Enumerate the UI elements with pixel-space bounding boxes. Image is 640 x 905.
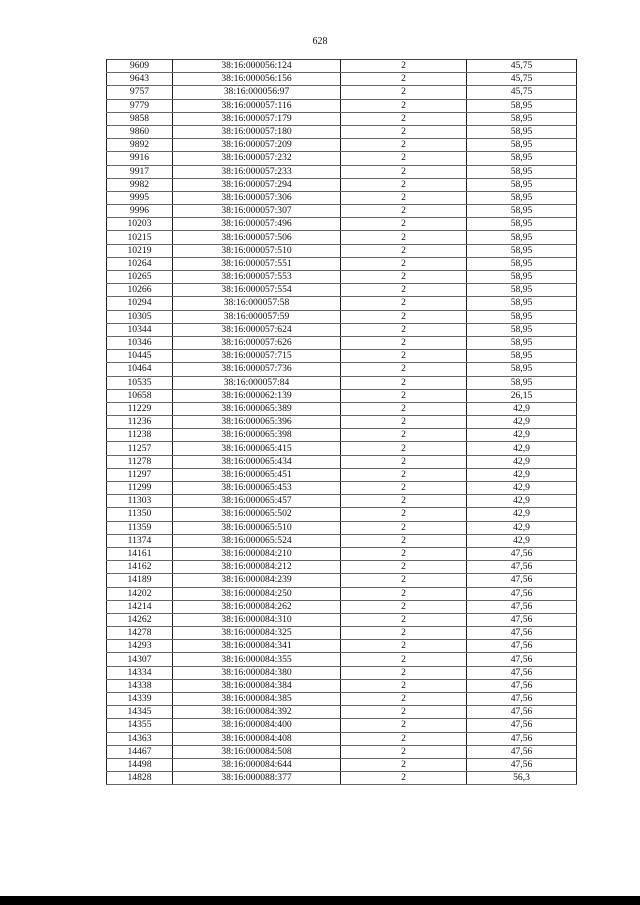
count-cell: 2 xyxy=(341,772,467,785)
area-cell: 58,95 xyxy=(467,191,577,204)
cadastral-number-cell: 38:16:000065:524 xyxy=(173,534,341,547)
record-number-cell: 9916 xyxy=(107,152,173,165)
table-row xyxy=(107,389,577,402)
record-number-cell: 9917 xyxy=(107,165,173,178)
area-cell: 47,56 xyxy=(467,561,577,574)
cadastral-number-cell: 38:16:000084:262 xyxy=(173,600,341,613)
record-number-cell: 11257 xyxy=(107,442,173,455)
cadastral-number-cell: 38:16:000057:553 xyxy=(173,271,341,284)
table-row xyxy=(107,402,577,415)
table-row xyxy=(107,693,577,706)
record-number-cell: 11236 xyxy=(107,416,173,429)
table-row xyxy=(107,653,577,666)
count-cell: 2 xyxy=(341,521,467,534)
table-body xyxy=(107,60,577,785)
area-cell: 42,9 xyxy=(467,534,577,547)
cadastral-number-cell: 38:16:000084:355 xyxy=(173,653,341,666)
record-number-cell: 11238 xyxy=(107,429,173,442)
cadastral-number-cell: 38:16:000065:398 xyxy=(173,429,341,442)
count-cell: 2 xyxy=(341,429,467,442)
area-cell: 47,56 xyxy=(467,613,577,626)
area-cell: 47,56 xyxy=(467,758,577,771)
table-row xyxy=(107,205,577,218)
record-number-cell: 9609 xyxy=(107,60,173,73)
table-row xyxy=(107,613,577,626)
area-cell: 45,75 xyxy=(467,73,577,86)
count-cell: 2 xyxy=(341,231,467,244)
record-number-cell: 9779 xyxy=(107,99,173,112)
count-cell: 2 xyxy=(341,99,467,112)
record-number-cell: 11297 xyxy=(107,468,173,481)
cadastral-number-cell: 38:16:000084:384 xyxy=(173,679,341,692)
table-row xyxy=(107,574,577,587)
count-cell: 2 xyxy=(341,336,467,349)
table-row xyxy=(107,772,577,785)
area-cell: 58,95 xyxy=(467,125,577,138)
table-row xyxy=(107,99,577,112)
area-cell: 47,56 xyxy=(467,719,577,732)
count-cell: 2 xyxy=(341,442,467,455)
record-number-cell: 10203 xyxy=(107,218,173,231)
count-cell: 2 xyxy=(341,706,467,719)
record-number-cell: 14339 xyxy=(107,693,173,706)
count-cell: 2 xyxy=(341,693,467,706)
count-cell: 2 xyxy=(341,587,467,600)
cadastral-number-cell: 38:16:000057:307 xyxy=(173,205,341,218)
cadastral-number-cell: 38:16:000065:434 xyxy=(173,455,341,468)
count-cell: 2 xyxy=(341,86,467,99)
area-cell: 47,56 xyxy=(467,706,577,719)
cadastral-number-cell: 38:16:000084:392 xyxy=(173,706,341,719)
count-cell: 2 xyxy=(341,613,467,626)
record-number-cell: 14355 xyxy=(107,719,173,732)
cadastral-number-cell: 38:16:000084:508 xyxy=(173,745,341,758)
cadastral-number-cell: 38:16:000084:380 xyxy=(173,666,341,679)
area-cell: 58,95 xyxy=(467,244,577,257)
count-cell: 2 xyxy=(341,468,467,481)
cadastral-number-cell: 38:16:000057:624 xyxy=(173,323,341,336)
area-cell: 47,56 xyxy=(467,627,577,640)
area-cell: 42,9 xyxy=(467,416,577,429)
record-number-cell: 10344 xyxy=(107,323,173,336)
cadastral-number-cell: 38:16:000084:310 xyxy=(173,613,341,626)
count-cell: 2 xyxy=(341,297,467,310)
record-number-cell: 14467 xyxy=(107,745,173,758)
table-row xyxy=(107,350,577,363)
record-number-cell: 11374 xyxy=(107,534,173,547)
area-cell: 42,9 xyxy=(467,429,577,442)
count-cell: 2 xyxy=(341,495,467,508)
record-number-cell: 9892 xyxy=(107,139,173,152)
count-cell: 2 xyxy=(341,323,467,336)
count-cell: 2 xyxy=(341,139,467,152)
area-cell: 47,56 xyxy=(467,547,577,560)
table-row xyxy=(107,745,577,758)
cadastral-number-cell: 38:16:000062:139 xyxy=(173,389,341,402)
cadastral-number-cell: 38:16:000056:124 xyxy=(173,60,341,73)
cadastral-number-cell: 38:16:000056:97 xyxy=(173,86,341,99)
record-number-cell: 10535 xyxy=(107,376,173,389)
cadastral-number-cell: 38:16:000056:156 xyxy=(173,73,341,86)
area-cell: 58,95 xyxy=(467,336,577,349)
cadastral-number-cell: 38:16:000057:84 xyxy=(173,376,341,389)
table-row xyxy=(107,732,577,745)
area-cell: 42,9 xyxy=(467,402,577,415)
record-number-cell: 14278 xyxy=(107,627,173,640)
count-cell: 2 xyxy=(341,745,467,758)
table-row xyxy=(107,112,577,125)
count-cell: 2 xyxy=(341,60,467,73)
record-number-cell: 14345 xyxy=(107,706,173,719)
area-cell: 58,95 xyxy=(467,112,577,125)
record-number-cell: 10219 xyxy=(107,244,173,257)
cadastral-number-cell: 38:16:000084:239 xyxy=(173,574,341,587)
area-cell: 58,95 xyxy=(467,165,577,178)
area-cell: 47,56 xyxy=(467,600,577,613)
count-cell: 2 xyxy=(341,284,467,297)
area-cell: 47,56 xyxy=(467,693,577,706)
count-cell: 2 xyxy=(341,178,467,191)
cadastral-number-cell: 38:16:000057:736 xyxy=(173,363,341,376)
cadastral-number-cell: 38:16:000065:510 xyxy=(173,521,341,534)
area-cell: 58,95 xyxy=(467,350,577,363)
page-number: 628 xyxy=(312,36,328,47)
table-row xyxy=(107,323,577,336)
count-cell: 2 xyxy=(341,218,467,231)
count-cell: 2 xyxy=(341,719,467,732)
count-cell: 2 xyxy=(341,547,467,560)
area-cell: 56,3 xyxy=(467,772,577,785)
area-cell: 58,95 xyxy=(467,205,577,218)
table-row xyxy=(107,218,577,231)
record-number-cell: 10265 xyxy=(107,271,173,284)
table-row xyxy=(107,534,577,547)
area-cell: 45,75 xyxy=(467,86,577,99)
table-row xyxy=(107,284,577,297)
area-cell: 26,15 xyxy=(467,389,577,402)
area-cell: 58,95 xyxy=(467,376,577,389)
record-number-cell: 10445 xyxy=(107,350,173,363)
table-row xyxy=(107,547,577,560)
cadastral-number-cell: 38:16:000084:212 xyxy=(173,561,341,574)
table-row xyxy=(107,376,577,389)
record-number-cell: 9995 xyxy=(107,191,173,204)
record-number-cell: 10294 xyxy=(107,297,173,310)
cadastral-number-cell: 38:16:000057:715 xyxy=(173,350,341,363)
record-number-cell: 11303 xyxy=(107,495,173,508)
count-cell: 2 xyxy=(341,600,467,613)
area-cell: 47,56 xyxy=(467,666,577,679)
cadastral-number-cell: 38:16:000057:58 xyxy=(173,297,341,310)
count-cell: 2 xyxy=(341,350,467,363)
cadastral-number-cell: 38:16:000057:626 xyxy=(173,336,341,349)
table-row xyxy=(107,310,577,323)
table-row xyxy=(107,521,577,534)
count-cell: 2 xyxy=(341,574,467,587)
cadastral-number-cell: 38:16:000084:408 xyxy=(173,732,341,745)
cadastral-number-cell: 38:16:000057:496 xyxy=(173,218,341,231)
cadastral-number-cell: 38:16:000065:457 xyxy=(173,495,341,508)
record-number-cell: 14162 xyxy=(107,561,173,574)
count-cell: 2 xyxy=(341,561,467,574)
record-number-cell: 10346 xyxy=(107,336,173,349)
record-number-cell: 14334 xyxy=(107,666,173,679)
table-row xyxy=(107,86,577,99)
count-cell: 2 xyxy=(341,389,467,402)
area-cell: 58,95 xyxy=(467,284,577,297)
record-number-cell: 14202 xyxy=(107,587,173,600)
area-cell: 58,95 xyxy=(467,231,577,244)
record-number-cell: 11278 xyxy=(107,455,173,468)
table-row xyxy=(107,561,577,574)
table-row xyxy=(107,455,577,468)
cadastral-number-cell: 38:16:000057:551 xyxy=(173,257,341,270)
record-number-cell: 14498 xyxy=(107,758,173,771)
record-number-cell: 10266 xyxy=(107,284,173,297)
area-cell: 42,9 xyxy=(467,508,577,521)
count-cell: 2 xyxy=(341,732,467,745)
table-row xyxy=(107,257,577,270)
count-cell: 2 xyxy=(341,191,467,204)
table-row xyxy=(107,244,577,257)
table-row xyxy=(107,271,577,284)
cadastral-number-cell: 38:16:000057:180 xyxy=(173,125,341,138)
record-number-cell: 11350 xyxy=(107,508,173,521)
table-row xyxy=(107,442,577,455)
area-cell: 58,95 xyxy=(467,271,577,284)
record-number-cell: 11229 xyxy=(107,402,173,415)
cadastral-number-cell: 38:16:000088:377 xyxy=(173,772,341,785)
count-cell: 2 xyxy=(341,363,467,376)
record-number-cell: 14214 xyxy=(107,600,173,613)
record-number-cell: 9982 xyxy=(107,178,173,191)
record-number-cell: 10215 xyxy=(107,231,173,244)
table-row xyxy=(107,165,577,178)
record-number-cell: 14338 xyxy=(107,679,173,692)
cadastral-number-cell: 38:16:000057:233 xyxy=(173,165,341,178)
scan-bottom-edge xyxy=(0,896,640,905)
cadastral-number-cell: 38:16:000084:400 xyxy=(173,719,341,732)
table-row xyxy=(107,468,577,481)
count-cell: 2 xyxy=(341,640,467,653)
area-cell: 47,56 xyxy=(467,732,577,745)
table-row xyxy=(107,719,577,732)
record-number-cell: 10305 xyxy=(107,310,173,323)
cadastral-number-cell: 38:16:000065:453 xyxy=(173,482,341,495)
count-cell: 2 xyxy=(341,205,467,218)
record-number-cell: 10264 xyxy=(107,257,173,270)
record-number-cell: 14363 xyxy=(107,732,173,745)
table-row xyxy=(107,495,577,508)
cadastral-number-cell: 38:16:000065:502 xyxy=(173,508,341,521)
table-row xyxy=(107,429,577,442)
area-cell: 58,95 xyxy=(467,178,577,191)
count-cell: 2 xyxy=(341,152,467,165)
count-cell: 2 xyxy=(341,125,467,138)
table-row xyxy=(107,152,577,165)
table-row xyxy=(107,191,577,204)
cadastral-number-cell: 38:16:000084:325 xyxy=(173,627,341,640)
area-cell: 58,95 xyxy=(467,139,577,152)
table-row xyxy=(107,627,577,640)
count-cell: 2 xyxy=(341,508,467,521)
count-cell: 2 xyxy=(341,402,467,415)
cadastral-number-cell: 38:16:000065:415 xyxy=(173,442,341,455)
count-cell: 2 xyxy=(341,482,467,495)
table-row xyxy=(107,666,577,679)
cadastral-number-cell: 38:16:000057:59 xyxy=(173,310,341,323)
table-row xyxy=(107,706,577,719)
table-row xyxy=(107,139,577,152)
count-cell: 2 xyxy=(341,112,467,125)
count-cell: 2 xyxy=(341,666,467,679)
cadastral-number-cell: 38:16:000057:294 xyxy=(173,178,341,191)
area-cell: 58,95 xyxy=(467,218,577,231)
cadastral-number-cell: 38:16:000057:506 xyxy=(173,231,341,244)
count-cell: 2 xyxy=(341,534,467,547)
count-cell: 2 xyxy=(341,758,467,771)
cadastral-number-cell: 38:16:000057:510 xyxy=(173,244,341,257)
area-cell: 47,56 xyxy=(467,679,577,692)
area-cell: 42,9 xyxy=(467,442,577,455)
table-row xyxy=(107,60,577,73)
count-cell: 2 xyxy=(341,627,467,640)
cadastral-number-cell: 38:16:000057:306 xyxy=(173,191,341,204)
table-row xyxy=(107,640,577,653)
area-cell: 47,56 xyxy=(467,587,577,600)
record-number-cell: 14262 xyxy=(107,613,173,626)
cadastral-number-cell: 38:16:000065:396 xyxy=(173,416,341,429)
area-cell: 58,95 xyxy=(467,257,577,270)
record-number-cell: 14307 xyxy=(107,653,173,666)
cadastral-number-cell: 38:16:000057:116 xyxy=(173,99,341,112)
count-cell: 2 xyxy=(341,653,467,666)
table-row xyxy=(107,178,577,191)
count-cell: 2 xyxy=(341,679,467,692)
table-row xyxy=(107,231,577,244)
record-number-cell: 11359 xyxy=(107,521,173,534)
cadastral-number-cell: 38:16:000057:554 xyxy=(173,284,341,297)
count-cell: 2 xyxy=(341,73,467,86)
record-number-cell: 9643 xyxy=(107,73,173,86)
area-cell: 58,95 xyxy=(467,99,577,112)
table-row xyxy=(107,297,577,310)
count-cell: 2 xyxy=(341,244,467,257)
area-cell: 47,56 xyxy=(467,653,577,666)
record-number-cell: 14293 xyxy=(107,640,173,653)
record-number-cell: 14828 xyxy=(107,772,173,785)
cadastral-number-cell: 38:16:000057:232 xyxy=(173,152,341,165)
cadastral-number-cell: 38:16:000084:341 xyxy=(173,640,341,653)
area-cell: 42,9 xyxy=(467,521,577,534)
table-row xyxy=(107,679,577,692)
record-number-cell: 10464 xyxy=(107,363,173,376)
cadastral-number-cell: 38:16:000084:210 xyxy=(173,547,341,560)
count-cell: 2 xyxy=(341,257,467,270)
record-number-cell: 9996 xyxy=(107,205,173,218)
record-number-cell: 14189 xyxy=(107,574,173,587)
cadastral-number-cell: 38:16:000057:179 xyxy=(173,112,341,125)
data-table xyxy=(106,59,577,785)
area-cell: 42,9 xyxy=(467,455,577,468)
table-row xyxy=(107,416,577,429)
area-cell: 58,95 xyxy=(467,323,577,336)
table-row xyxy=(107,336,577,349)
area-cell: 58,95 xyxy=(467,310,577,323)
table-row xyxy=(107,73,577,86)
cadastral-number-cell: 38:16:000084:385 xyxy=(173,693,341,706)
area-cell: 42,9 xyxy=(467,468,577,481)
cadastral-number-cell: 38:16:000065:389 xyxy=(173,402,341,415)
table-row xyxy=(107,125,577,138)
area-cell: 47,56 xyxy=(467,574,577,587)
count-cell: 2 xyxy=(341,165,467,178)
table-row xyxy=(107,508,577,521)
cadastral-number-cell: 38:16:000057:209 xyxy=(173,139,341,152)
count-cell: 2 xyxy=(341,416,467,429)
table-row xyxy=(107,482,577,495)
count-cell: 2 xyxy=(341,455,467,468)
record-number-cell: 9860 xyxy=(107,125,173,138)
count-cell: 2 xyxy=(341,310,467,323)
count-cell: 2 xyxy=(341,376,467,389)
area-cell: 58,95 xyxy=(467,152,577,165)
count-cell: 2 xyxy=(341,271,467,284)
record-number-cell: 10658 xyxy=(107,389,173,402)
area-cell: 47,56 xyxy=(467,640,577,653)
record-number-cell: 14161 xyxy=(107,547,173,560)
table-row xyxy=(107,600,577,613)
area-cell: 42,9 xyxy=(467,495,577,508)
area-cell: 42,9 xyxy=(467,482,577,495)
table-row xyxy=(107,587,577,600)
record-number-cell: 9858 xyxy=(107,112,173,125)
area-cell: 45,75 xyxy=(467,60,577,73)
cadastral-number-cell: 38:16:000084:250 xyxy=(173,587,341,600)
table-row xyxy=(107,758,577,771)
area-cell: 47,56 xyxy=(467,745,577,758)
area-cell: 58,95 xyxy=(467,363,577,376)
area-cell: 58,95 xyxy=(467,297,577,310)
record-number-cell: 9757 xyxy=(107,86,173,99)
cadastral-number-cell: 38:16:000084:644 xyxy=(173,758,341,771)
cadastral-number-cell: 38:16:000065:451 xyxy=(173,468,341,481)
record-number-cell: 11299 xyxy=(107,482,173,495)
table-row xyxy=(107,363,577,376)
